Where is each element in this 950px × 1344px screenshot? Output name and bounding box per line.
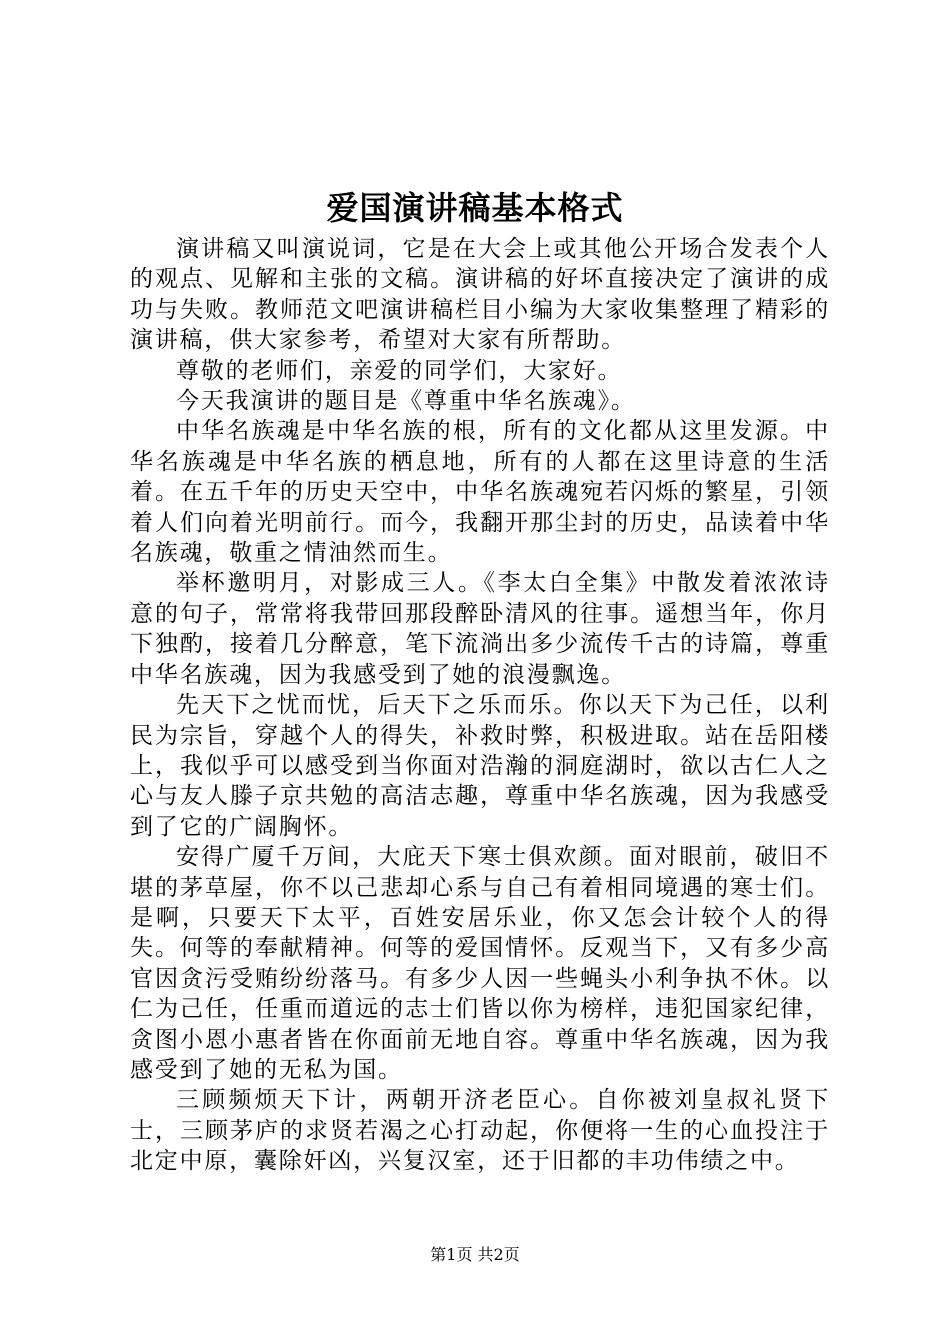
- document-body: [130, 234, 830, 1177]
- paragraph: 中华名族魂是中华名族的根，所有的文化都从这里发源。中华名族魂是中华名族的栖息地，所有的人都在这里诗意的生活着。在五千年的历史天空中，中华名族魂宛若闪烁的繁星，引领着人们向着光明前行。而今，我翻开那尘封的历史，品读着中华名族魂，敬重之情油然而生。: [130, 418, 830, 567]
- page-number-footer: 第1页 共2页: [430, 1245, 520, 1264]
- paragraph-intro: 演讲稿又叫演说词，它是在大会上或其他公开场合发表个人的观点、见解和主张的文稿。演讲稿的好坏直接决定了演讲的成功与失败。教师范文吧演讲稿栏目小编为大家收集整理了精彩的演讲稿，供大家参考，希望对大家有所帮助。: [130, 236, 830, 354]
- paragraph-greeting: 尊敬的老师们，亲爱的同学们，大家好。: [176, 357, 623, 384]
- paragraph: 举杯邀明月，对影成三人。《李太白全集》中散发着浓浓诗意的句子，常常将我带回那段醉卧清风的往事。遥想当年，你月下独酌，接着几分醉意，笔下流淌出多少流传千古的诗篇，尊重中华名族魂，因为我感受到了她的浪漫飘逸。: [130, 570, 830, 688]
- paragraph-topic: 今天我演讲的题目是《尊重中华名族魂》。: [176, 388, 636, 415]
- paragraph: 安得广厦千万间，大庇天下寒士俱欢颜。面对眼前，破旧不堪的茅草屋，你不以己悲却心系与自己有着相同境遇的寒士们。是啊，只要天下太平，百姓安居乐业，你又怎会计较个人的得失。何等的奉献精神。何等的爱国情怀。反观当下，又有多少高官因贪污受贿纷纷落马。有多少人因一些蝇头小利争执不休。以仁为己任，任重而道远的志士们皆以你为榜样，违犯国家纪律，贪图小恩小惠者皆在你面前无地自容。尊重中华名族魂，因为我感受到了她的无私为国。: [130, 844, 830, 1083]
- paragraph: 三顾频烦天下计，两朝开济老臣心。自你被刘皇叔礼贤下士，三顾茅庐的求贤若渴之心打动起，你便将一生的心血投注于北定中原，囊除奸凶，兴复汉室，还于旧都的丰功伟绩之中。: [130, 1087, 830, 1175]
- paragraph: 先天下之忧而忧，后天下之乐而乐。你以天下为己任，以利民为宗旨，穿越个人的得失，补救时弊，积极进取。站在岳阳楼上，我似乎可以感受到当你面对浩瀚的洞庭湖时，欲以古仁人之心与友人滕子京共勉的高洁志趣，尊重中华名族魂，因为我感受到了它的广阔胸怀。: [130, 692, 830, 840]
- document-title: 爱国演讲稿基本格式: [326, 189, 624, 227]
